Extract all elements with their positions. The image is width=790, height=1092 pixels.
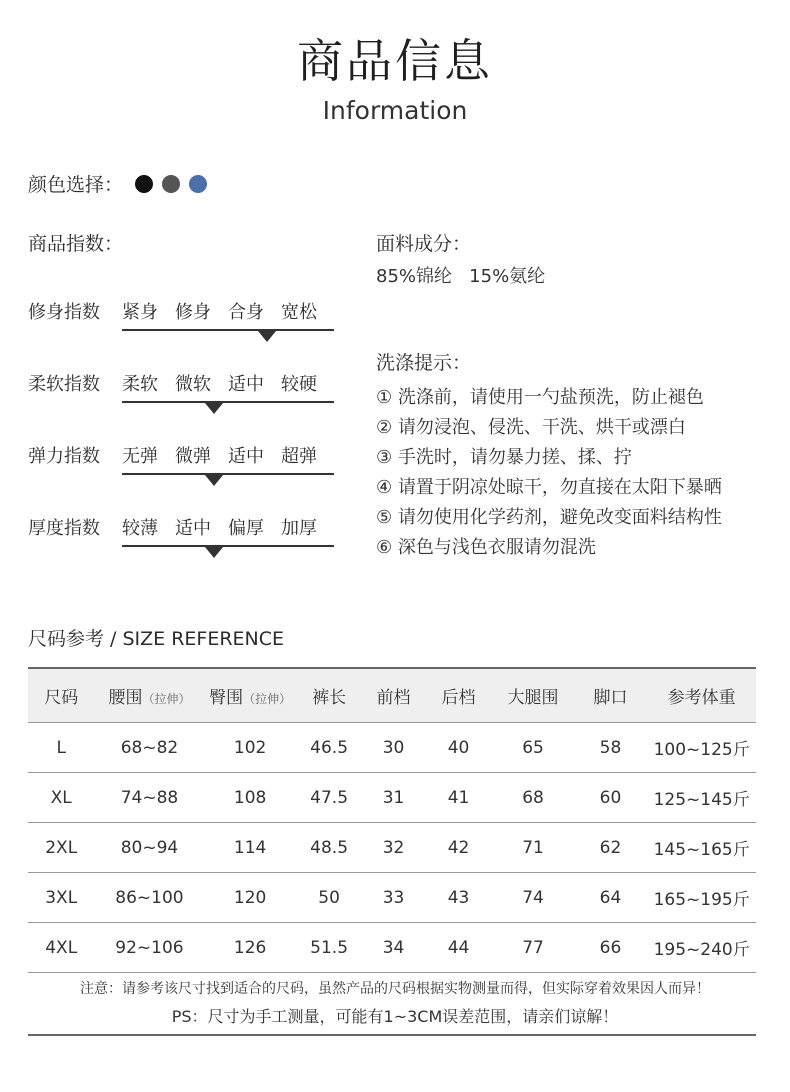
wash-label: 洗涤提示：: [376, 352, 472, 374]
size-cell: 92~106: [94, 923, 204, 973]
size-reference-title: 尺码参考 / SIZE REFERENCE: [28, 628, 285, 650]
size-cell: 120: [205, 873, 296, 923]
index-options: [122, 370, 334, 396]
index-selected-marker: [205, 547, 223, 558]
fabric-label: 面料成分：: [376, 233, 472, 255]
wash-item: ⑥ 深色与浅色衣服请勿混洗: [376, 537, 596, 558]
size-cell: 40: [425, 723, 493, 773]
color-label: 颜色选择：: [28, 174, 124, 196]
wash-item: ④ 请置于阴凉处晾干，勿直接在太阳下暴晒: [376, 477, 722, 498]
wash-item: ③ 手洗时，请勿暴力搓、揉、拧: [376, 447, 632, 468]
color-swatch-black[interactable]: [135, 175, 153, 193]
index-options: [122, 514, 334, 540]
size-cell: 31: [362, 773, 424, 823]
size-table: [28, 667, 756, 973]
index-row: [28, 298, 334, 324]
size-ps-note: PS：尺寸为手工测量，可能有1~3CM误差范围，请亲们谅解！: [171, 1007, 619, 1026]
size-cell: 71: [492, 823, 573, 873]
index-option: 偏厚: [228, 518, 264, 539]
size-header-label: 臀围: [209, 688, 244, 708]
fabric-value: 85%锦纶 15%氨纶: [376, 266, 546, 287]
size-cell: 43: [425, 873, 493, 923]
size-header-cell: [647, 668, 756, 723]
page-title: 商品信息: [297, 34, 493, 88]
index-row-name: 修身指数: [28, 302, 100, 323]
index-option: 适中: [228, 374, 264, 395]
index-option: 微弹: [175, 446, 211, 467]
size-cell: 68~82: [94, 723, 204, 773]
index-selected-marker: [205, 403, 223, 414]
size-cell: 33: [362, 873, 424, 923]
size-cell: 126: [205, 923, 296, 973]
index-options: [122, 442, 334, 468]
color-selector: [28, 170, 216, 197]
size-header-cell: [362, 668, 424, 723]
size-cell: 44: [425, 923, 493, 973]
table-row: [28, 923, 756, 973]
index-scale-line: [122, 545, 334, 547]
index-option: 微软: [175, 374, 211, 395]
size-cell: 145~165斤: [647, 823, 756, 873]
index-option: 较硬: [281, 374, 317, 395]
size-cell: 48.5: [296, 823, 363, 873]
size-header-cell: [296, 668, 363, 723]
size-cell: 102: [205, 723, 296, 773]
size-cell: 195~240斤: [647, 923, 756, 973]
size-cell: 80~94: [94, 823, 204, 873]
size-cell: 64: [574, 873, 648, 923]
size-header-cell: [94, 668, 204, 723]
size-header-sub: （拉伸）: [243, 692, 292, 706]
size-cell: 51.5: [296, 923, 363, 973]
index-option: 合身: [228, 302, 264, 323]
size-header-sub: （拉伸）: [142, 692, 191, 706]
table-row: [28, 773, 756, 823]
index-scale-line: [122, 401, 334, 403]
size-header-label: 后档: [441, 688, 476, 708]
size-cell: 125~145斤: [647, 773, 756, 823]
size-table-header: [28, 668, 756, 723]
index-scale-line: [122, 329, 334, 331]
size-table-body: [28, 723, 756, 973]
index-scale-line: [122, 473, 334, 475]
table-row: [28, 873, 756, 923]
size-cell: 42: [425, 823, 493, 873]
size-cell: L: [28, 723, 94, 773]
index-option: 柔软: [122, 374, 158, 395]
index-option: 适中: [175, 518, 211, 539]
size-header-label: 裤长: [312, 688, 347, 708]
size-cell: 60: [574, 773, 648, 823]
index-row: [28, 442, 334, 468]
size-cell: 86~100: [94, 873, 204, 923]
size-cell: 47.5: [296, 773, 363, 823]
size-header-label: 腰围: [108, 688, 143, 708]
size-header-label: 大腿围: [507, 688, 559, 708]
size-cell: 3XL: [28, 873, 94, 923]
size-cell: 58: [574, 723, 648, 773]
index-row: [28, 370, 334, 396]
size-cell: 108: [205, 773, 296, 823]
size-header-cell: [205, 668, 296, 723]
size-header-label: 参考体重: [667, 688, 736, 708]
size-cell: 114: [205, 823, 296, 873]
index-option: 宽松: [281, 302, 317, 323]
size-cell: 74~88: [94, 773, 204, 823]
index-option: 紧身: [122, 302, 158, 323]
index-option: 较薄: [122, 518, 158, 539]
size-cell: 41: [425, 773, 493, 823]
wash-list: [376, 383, 722, 563]
size-header-cell: [28, 668, 94, 723]
size-cell: 77: [492, 923, 573, 973]
size-note: 注意：请参考该尺寸找到适合的尺码，虽然产品的尺码根据实物测量而得，但实际穿着效果因人而异！: [80, 981, 710, 997]
size-header-cell: [492, 668, 573, 723]
index-options: [122, 298, 334, 324]
size-cell: 66: [574, 923, 648, 973]
size-cell: 34: [362, 923, 424, 973]
index-option: 修身: [175, 302, 211, 323]
index-option: 适中: [228, 446, 264, 467]
wash-item: ② 请勿浸泡、侵洗、干洗、烘干或漂白: [376, 417, 686, 438]
size-header-label: 前档: [376, 688, 411, 708]
index-selected-marker: [205, 475, 223, 486]
size-cell: 165~195斤: [647, 873, 756, 923]
index-selected-marker: [258, 331, 276, 342]
color-swatch-gray[interactable]: [162, 175, 180, 193]
size-cell: 68: [492, 773, 573, 823]
size-cell: 65: [492, 723, 573, 773]
index-row-name: 弹力指数: [28, 446, 100, 467]
wash-item: ⑤ 请勿使用化学药剂，避免改变面料结构性: [376, 507, 722, 528]
color-swatches: [135, 175, 216, 193]
index-option: 加厚: [281, 518, 317, 539]
size-cell: XL: [28, 773, 94, 823]
size-header-label: 尺码: [44, 688, 79, 708]
size-header-cell: [574, 668, 648, 723]
index-row: [28, 514, 334, 540]
bottom-divider: [28, 1034, 756, 1036]
size-cell: 32: [362, 823, 424, 873]
size-cell: 50: [296, 873, 363, 923]
size-cell: 4XL: [28, 923, 94, 973]
size-cell: 74: [492, 873, 573, 923]
size-header-label: 脚口: [593, 688, 628, 708]
index-option: 超弹: [281, 446, 317, 467]
color-swatch-blue[interactable]: [189, 175, 207, 193]
index-option: 无弹: [122, 446, 158, 467]
size-cell: 2XL: [28, 823, 94, 873]
index-label: 商品指数：: [28, 233, 124, 255]
index-row-name: 厚度指数: [28, 518, 100, 539]
size-cell: 100~125斤: [647, 723, 756, 773]
wash-item: ① 洗涤前，请使用一勺盐预洗，防止褪色: [376, 387, 704, 408]
size-header-cell: [425, 668, 493, 723]
table-row: [28, 823, 756, 873]
size-cell: 62: [574, 823, 648, 873]
table-row: [28, 723, 756, 773]
page-subtitle: Information: [322, 96, 468, 125]
index-row-name: 柔软指数: [28, 374, 100, 395]
size-cell: 46.5: [296, 723, 363, 773]
size-cell: 30: [362, 723, 424, 773]
